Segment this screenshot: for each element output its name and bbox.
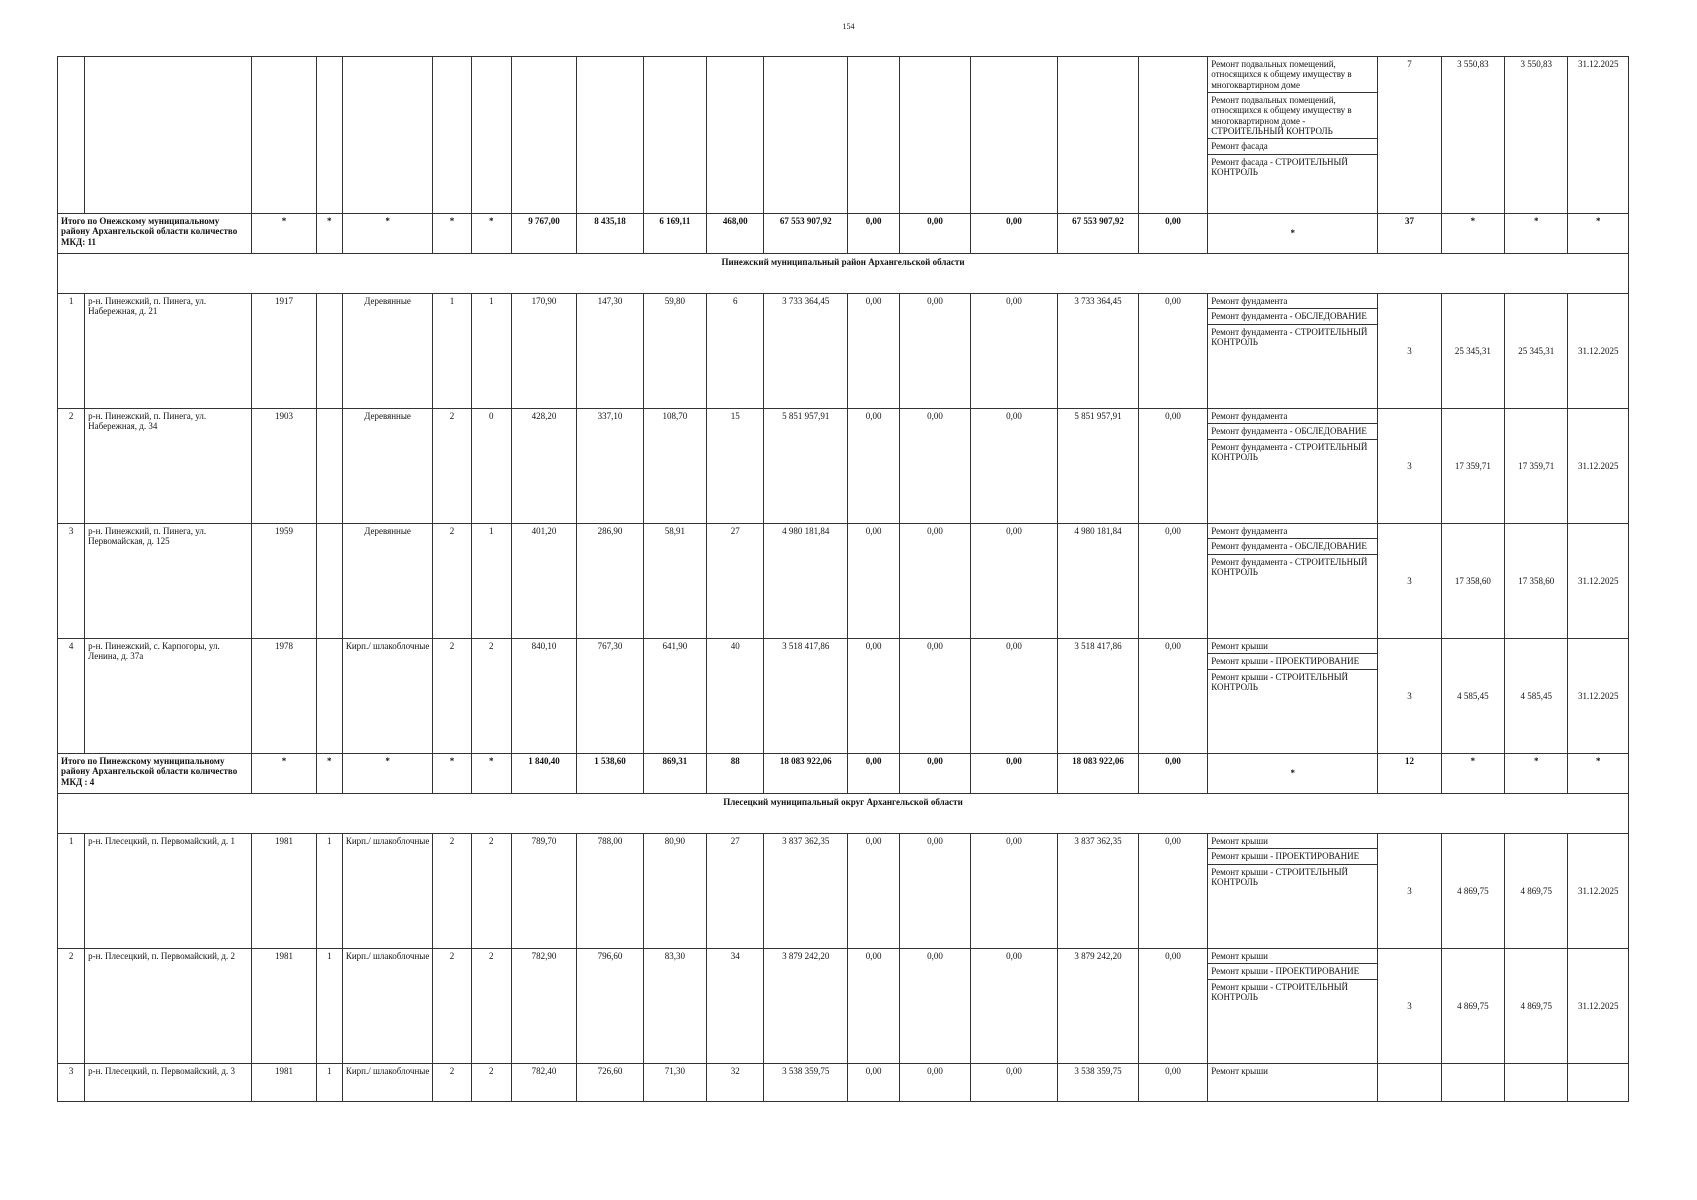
floors-cell: 2 [433,1064,471,1102]
work-item: Ремонт фундамента - СТРОИТЕЛЬНЫЙ КОНТРОЛЬ [1211,556,1368,578]
work-item: Ремонт подвальных помещений, относящихся к общему имуществу в многоквартирном доме - СТРОИТЕЛЬНЫЙ КОНТРОЛЬ [1208,93,1377,139]
table-row [58,294,1629,409]
empty-cell [433,57,471,214]
total-value: 0,00 [847,754,899,794]
cost-cell: 0,00 [970,949,1058,1064]
cost-cell: 0,00 [1138,409,1207,524]
star-cell: * [316,754,342,794]
work-item: Ремонт фасада - СТРОИТЕЛЬНЫЙ КОНТРОЛЬ [1211,156,1348,178]
empty-cell [316,294,342,409]
section-row [58,794,1629,834]
total-row [58,754,1629,794]
row-number: 2 [58,949,85,1064]
work-item: Ремонт фундамента - ОБСЛЕДОВАНИЕ [1208,539,1377,554]
material-cell: Деревянные [342,524,433,639]
row-number: 3 [58,1064,85,1102]
cost-cell: 3 879 242,20 [1058,949,1139,1064]
material-cell: Кирп./ шлакоблочные [342,949,433,1064]
total-value: 0,00 [1138,754,1207,794]
area-cell: 58,91 [643,524,706,639]
star-cell: * [1505,754,1568,794]
cost-cell: 4 980 181,84 [764,524,848,639]
year-cell: 1 [316,949,342,1064]
cost-cell: 5 851 957,91 [1058,409,1139,524]
empty-cell [316,639,342,754]
cost-cell: 0,00 [1138,1064,1207,1102]
cost-cell: 0,00 [970,1064,1058,1102]
works-cell [1208,1064,1378,1102]
cost-cell: 0,00 [1138,294,1207,409]
year-cell: 1981 [252,949,316,1064]
empty-cell [252,57,316,214]
date-cell: 31.12.2025 [1568,949,1629,1064]
empty-cell [85,57,252,214]
empty-cell [316,409,342,524]
cost-cell: 3 733 364,45 [764,294,848,409]
cost-cell: 3 538 359,75 [1058,1064,1139,1102]
area-cell: 59,80 [643,294,706,409]
cost-cell: 0,00 [1138,524,1207,639]
cost-cell: 3 550,83 [1441,57,1504,214]
cost-cell: 4 869,75 [1505,949,1568,1064]
date-cell: 31.12.2025 [1568,524,1629,639]
entrances-cell: 2 [471,639,511,754]
people-cell: 27 [707,834,764,949]
empty-cell [471,57,511,214]
people-cell: 34 [707,949,764,1064]
works-cell [1208,409,1378,524]
star-cell: * [252,754,316,794]
entrances-cell: 2 [471,834,511,949]
cost-cell: 4 869,75 [1441,834,1504,949]
total-value: 0,00 [900,214,970,254]
total-value: 18 083 922,06 [1058,754,1139,794]
cost-cell: 3 733 364,45 [1058,294,1139,409]
star-cell: * [433,754,471,794]
area-cell: 782,40 [511,1064,576,1102]
year-cell: 1981 [252,1064,316,1102]
cost-cell: 0,00 [1138,949,1207,1064]
cost-cell: 0,00 [900,834,970,949]
works-count: 12 [1378,754,1441,794]
cost-cell [1441,1064,1504,1102]
total-label: Итого по Пинежскому муниципальному району Архангельской области количество МКД : 4 [58,754,252,794]
cost-cell: 0,00 [970,524,1058,639]
material-cell: Кирп./ шлакоблочные [342,1064,433,1102]
table-row [58,949,1629,1064]
works-count: 3 [1378,409,1441,524]
cost-cell: 4 869,75 [1505,834,1568,949]
table-row [58,57,1629,214]
entrances-cell: 2 [471,1064,511,1102]
total-value: 67 553 907,92 [764,214,848,254]
table-row [58,1064,1629,1102]
row-number: 4 [58,639,85,754]
total-value: 0,00 [900,754,970,794]
area-cell: 337,10 [577,409,643,524]
area-cell: 726,60 [577,1064,643,1102]
works-count: 37 [1378,214,1441,254]
row-number: 1 [58,294,85,409]
row-number: 3 [58,524,85,639]
date-cell: 31.12.2025 [1568,834,1629,949]
cost-cell: 4 980 181,84 [1058,524,1139,639]
area-cell: 108,70 [643,409,706,524]
row-number: 1 [58,834,85,949]
area-cell: 71,30 [643,1064,706,1102]
year-cell: 1 [316,1064,342,1102]
cost-cell: 3 879 242,20 [764,949,848,1064]
year-cell: 1903 [252,409,316,524]
capital-repair-table [57,56,1629,1102]
empty-cell [707,57,764,214]
area-cell: 782,90 [511,949,576,1064]
material-cell: Кирп./ шлакоблочные [342,834,433,949]
total-value: 1 538,60 [577,754,643,794]
empty-cell [970,57,1058,214]
total-value: 869,31 [643,754,706,794]
empty-cell [643,57,706,214]
area-cell: 840,10 [511,639,576,754]
table-row [58,524,1629,639]
table-row [58,834,1629,949]
empty-cell [1138,57,1207,214]
area-cell: 147,30 [577,294,643,409]
work-item: Ремонт фундамента - СТРОИТЕЛЬНЫЙ КОНТРОЛЬ [1211,326,1368,348]
area-cell: 170,90 [511,294,576,409]
total-value: 9 767,00 [511,214,576,254]
total-value: 8 435,18 [577,214,643,254]
star-cell: * [1568,214,1629,254]
address-cell: р-н. Пинежский, с. Карпогоры, ул. Ленина, д. 37а [85,639,252,754]
work-item: Ремонт крыши [1208,639,1377,654]
star-cell: * [1505,214,1568,254]
works-cell [1208,949,1378,1064]
date-cell [1568,1064,1629,1102]
work-item: Ремонт фундамента [1208,409,1377,424]
cost-cell: 3 837 362,35 [764,834,848,949]
entrances-cell: 2 [471,949,511,1064]
star-cell: * [471,754,511,794]
material-cell: Кирп./ шлакоблочные [342,639,433,754]
cost-cell: 4 869,75 [1441,949,1504,1064]
work-item: Ремонт крыши - ПРОЕКТИРОВАНИЕ [1208,849,1377,864]
total-value: 0,00 [970,214,1058,254]
total-value: 67 553 907,92 [1058,214,1139,254]
star-cell: * [1568,754,1629,794]
works-cell [1208,834,1378,949]
star-cell: * [1208,214,1378,254]
cost-cell: 0,00 [847,1064,899,1102]
empty-cell [511,57,576,214]
date-cell: 31.12.2025 [1568,57,1629,214]
total-value: 0,00 [1138,214,1207,254]
date-cell: 31.12.2025 [1568,294,1629,409]
empty-cell [1058,57,1139,214]
section-row [58,254,1629,294]
cost-cell: 0,00 [900,409,970,524]
floors-cell: 2 [433,524,471,639]
works-count: 7 [1378,57,1441,214]
total-value: 6 169,11 [643,214,706,254]
work-item: Ремонт фундамента [1208,524,1377,539]
table-row [58,639,1629,754]
cost-cell: 17 358,60 [1505,524,1568,639]
year-cell: 1978 [252,639,316,754]
cost-cell: 0,00 [1138,639,1207,754]
area-cell: 80,90 [643,834,706,949]
area-cell: 788,00 [577,834,643,949]
cost-cell: 0,00 [900,294,970,409]
cost-cell: 3 538 359,75 [764,1064,848,1102]
people-cell: 40 [707,639,764,754]
work-item: Ремонт крыши - СТРОИТЕЛЬНЫЙ КОНТРОЛЬ [1211,671,1349,693]
total-value: 18 083 922,06 [764,754,848,794]
total-value: 1 840,40 [511,754,576,794]
area-cell: 796,60 [577,949,643,1064]
address-cell: р-н. Плесецкий, п. Первомайский, д. 1 [85,834,252,949]
empty-cell [316,57,342,214]
total-row [58,214,1629,254]
people-cell: 6 [707,294,764,409]
people-cell: 15 [707,409,764,524]
floors-cell: 2 [433,949,471,1064]
address-cell: р-н. Плесецкий, п. Первомайский, д. 3 [85,1064,252,1102]
section-title: Плесецкий муниципальный округ Архангельской области [58,794,1629,834]
star-cell: * [342,214,433,254]
page-number: 154 [842,22,855,31]
cost-cell: 0,00 [970,834,1058,949]
cost-cell: 0,00 [970,409,1058,524]
cost-cell: 3 518 417,86 [764,639,848,754]
star-cell: * [316,214,342,254]
works-count: 3 [1378,524,1441,639]
cost-cell: 0,00 [970,639,1058,754]
entrances-cell: 1 [471,524,511,639]
entrances-cell: 0 [471,409,511,524]
area-cell: 641,90 [643,639,706,754]
cost-cell: 0,00 [847,294,899,409]
area-cell: 767,30 [577,639,643,754]
total-label: Итого по Онежскому муниципальному району Архангельской области количество МКД: 11 [58,214,252,254]
empty-cell [58,57,85,214]
floors-cell: 2 [433,834,471,949]
entrances-cell: 1 [471,294,511,409]
work-item: Ремонт фундамента - ОБСЛЕДОВАНИЕ [1208,424,1377,439]
works-count [1378,1064,1441,1102]
total-value: 468,00 [707,214,764,254]
cost-cell [1505,1064,1568,1102]
area-cell: 83,30 [643,949,706,1064]
works-cell [1208,524,1378,639]
star-cell: * [1441,754,1504,794]
address-cell: р-н. Пинежский, п. Пинега, ул. Набережная, д. 34 [85,409,252,524]
works-cell [1208,57,1378,214]
star-cell: * [1208,754,1378,794]
works-cell [1208,639,1378,754]
empty-cell [764,57,848,214]
cost-cell: 0,00 [847,409,899,524]
cost-cell: 17 359,71 [1505,409,1568,524]
people-cell: 32 [707,1064,764,1102]
total-value: 88 [707,754,764,794]
year-cell: 1959 [252,524,316,639]
cost-cell: 3 550,83 [1505,57,1568,214]
cost-cell: 0,00 [900,949,970,1064]
floors-cell: 1 [433,294,471,409]
cost-cell: 0,00 [847,949,899,1064]
work-item: Ремонт крыши - СТРОИТЕЛЬНЫЙ КОНТРОЛЬ [1211,866,1349,888]
work-item: Ремонт фундамента - СТРОИТЕЛЬНЫЙ КОНТРОЛЬ [1211,441,1368,463]
cost-cell: 0,00 [900,524,970,639]
works-count: 3 [1378,639,1441,754]
cost-cell: 17 359,71 [1441,409,1504,524]
material-cell: Деревянные [342,294,433,409]
total-value: 0,00 [970,754,1058,794]
empty-cell [577,57,643,214]
cost-cell: 25 345,31 [1505,294,1568,409]
empty-cell [847,57,899,214]
people-cell: 27 [707,524,764,639]
cost-cell: 25 345,31 [1441,294,1504,409]
area-cell: 401,20 [511,524,576,639]
address-cell: р-н. Пинежский, п. Пинега, ул. Набережная, д. 21 [85,294,252,409]
cost-cell: 3 518 417,86 [1058,639,1139,754]
cost-cell: 17 358,60 [1441,524,1504,639]
cost-cell: 3 837 362,35 [1058,834,1139,949]
empty-cell [342,57,433,214]
star-cell: * [471,214,511,254]
works-count: 3 [1378,949,1441,1064]
work-item: Ремонт крыши [1208,834,1377,849]
address-cell: р-н. Плесецкий, п. Первомайский, д. 2 [85,949,252,1064]
cost-cell: 0,00 [900,1064,970,1102]
work-item: Ремонт крыши [1211,1066,1268,1076]
work-item: Ремонт крыши [1208,949,1377,964]
table-row [58,409,1629,524]
work-item: Ремонт фасада [1208,139,1377,154]
cost-cell: 0,00 [847,834,899,949]
star-cell: * [342,754,433,794]
area-cell: 286,90 [577,524,643,639]
empty-cell [900,57,970,214]
cost-cell: 0,00 [847,524,899,639]
floors-cell: 2 [433,639,471,754]
date-cell: 31.12.2025 [1568,639,1629,754]
work-item: Ремонт крыши - ПРОЕКТИРОВАНИЕ [1208,964,1377,979]
cost-cell: 0,00 [1138,834,1207,949]
works-count: 3 [1378,834,1441,949]
cost-cell: 0,00 [900,639,970,754]
date-cell: 31.12.2025 [1568,409,1629,524]
star-cell: * [1441,214,1504,254]
year-cell: 1 [316,834,342,949]
works-cell [1208,294,1378,409]
section-title: Пинежский муниципальный район Архангельской области [58,254,1629,294]
material-cell: Деревянные [342,409,433,524]
floors-cell: 2 [433,409,471,524]
cost-cell: 4 585,45 [1441,639,1504,754]
area-cell: 789,70 [511,834,576,949]
row-number: 2 [58,409,85,524]
works-count: 3 [1378,294,1441,409]
work-item: Ремонт подвальных помещений, относящихся к общему имуществу в многоквартирном доме [1208,57,1377,93]
work-item: Ремонт фундамента [1208,294,1377,309]
work-item: Ремонт крыши - ПРОЕКТИРОВАНИЕ [1208,654,1377,669]
area-cell: 428,20 [511,409,576,524]
address-cell: р-н. Пинежский, п. Пинега, ул. Первомайская, д. 125 [85,524,252,639]
year-cell: 1981 [252,834,316,949]
work-item: Ремонт фундамента - ОБСЛЕДОВАНИЕ [1208,309,1377,324]
star-cell: * [433,214,471,254]
total-value: 0,00 [847,214,899,254]
cost-cell: 0,00 [970,294,1058,409]
cost-cell: 5 851 957,91 [764,409,848,524]
work-item: Ремонт крыши - СТРОИТЕЛЬНЫЙ КОНТРОЛЬ [1211,981,1349,1003]
cost-cell: 0,00 [847,639,899,754]
year-cell: 1917 [252,294,316,409]
star-cell: * [252,214,316,254]
cost-cell: 4 585,45 [1505,639,1568,754]
empty-cell [316,524,342,639]
